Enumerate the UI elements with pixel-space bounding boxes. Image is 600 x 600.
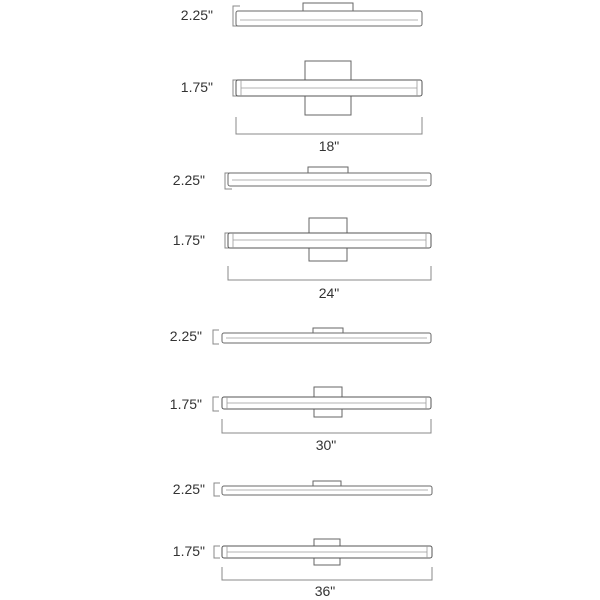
depth-label: 2.25" <box>180 7 213 23</box>
depth-bracket <box>213 330 219 344</box>
front-view <box>181 61 422 115</box>
fixture-bar-front <box>228 233 431 248</box>
fixture-bar-top <box>228 173 431 186</box>
length-label: 36" <box>314 583 336 599</box>
length-bracket <box>228 266 431 280</box>
depth-label: 2.25" <box>172 172 205 188</box>
length-dimension <box>222 567 432 599</box>
length-bracket <box>236 117 422 134</box>
height-label: 1.75" <box>172 232 205 248</box>
length-bracket <box>222 567 432 580</box>
length-bracket <box>222 419 431 433</box>
length-label: 18" <box>318 138 340 154</box>
mounting-plate <box>313 481 341 486</box>
fixture-bar-top <box>236 11 422 26</box>
depth-label: 2.25" <box>172 481 205 497</box>
height-label: 1.75" <box>169 396 202 412</box>
front-view <box>170 387 431 417</box>
top-view <box>170 328 431 344</box>
front-view <box>173 218 431 261</box>
depth-bracket <box>214 483 220 496</box>
height-label: 1.75" <box>180 79 213 95</box>
height-bracket <box>213 397 219 411</box>
top-view <box>181 3 422 26</box>
length-dimension <box>228 266 431 301</box>
length-label: 30" <box>315 437 337 453</box>
length-label: 24" <box>318 285 340 301</box>
depth-label: 2.25" <box>169 328 202 344</box>
fixture-bar-top <box>222 486 432 495</box>
mounting-plate <box>313 328 343 333</box>
fixture-18 <box>181 3 422 154</box>
top-view <box>173 167 431 189</box>
top-view <box>173 481 432 497</box>
length-dimension <box>236 117 422 154</box>
fixture-36 <box>173 481 432 599</box>
fixture-24 <box>173 167 431 301</box>
mounting-plate <box>308 167 348 173</box>
length-dimension <box>222 419 431 453</box>
height-label: 1.75" <box>172 543 205 559</box>
front-view <box>173 539 432 565</box>
height-bracket <box>214 546 220 558</box>
fixture-30 <box>170 328 431 453</box>
